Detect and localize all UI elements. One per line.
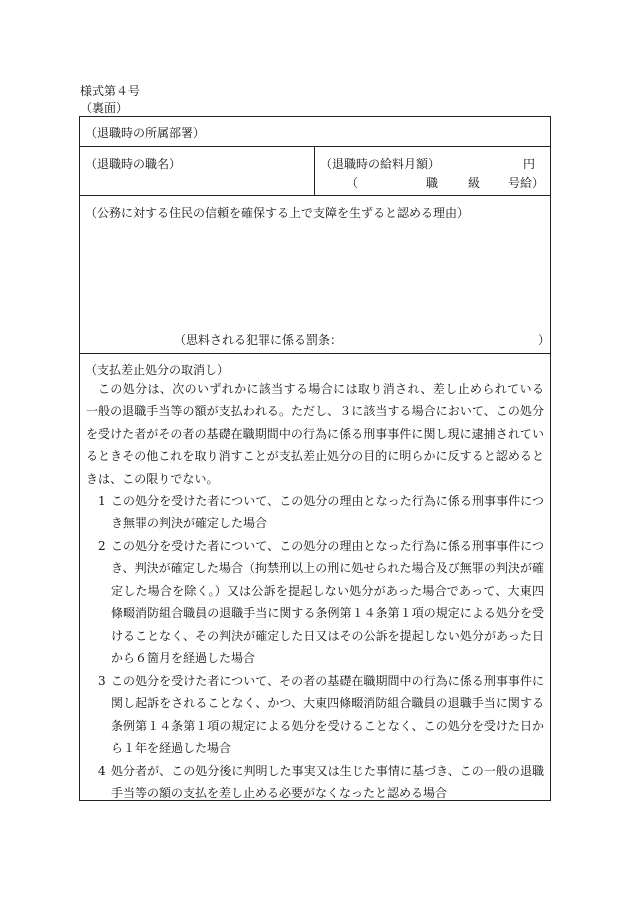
- row-divider: [80, 353, 550, 354]
- yen-unit: 円: [523, 157, 536, 171]
- penalty-clause-label: （思料される犯罪に係る罰条：: [174, 333, 343, 347]
- item-number: 4: [98, 764, 106, 778]
- item-number: 3: [98, 674, 106, 688]
- item-text: この処分を受けた者について、この処分の理由となった行為に係る刑事事件につき無罪の判決が確定した場合: [111, 494, 544, 531]
- department-label: （退職時の所属部署）: [85, 126, 206, 140]
- grade-shoku-unit: 職: [426, 176, 439, 190]
- row-divider: [80, 146, 550, 147]
- item-number: 1: [98, 494, 106, 508]
- cancellation-title: （支払差止処分の取消し）: [85, 363, 230, 377]
- salary-label: （退職時の給料月額）: [320, 157, 441, 171]
- form-table: [79, 116, 551, 801]
- item-number: 2: [98, 539, 106, 553]
- reason-label: （公務に対する住民の信頼を確保する上で支障を生ずると認める理由）: [85, 206, 470, 220]
- penalty-clause-close: ）: [538, 333, 551, 347]
- list-item: [86, 670, 544, 760]
- list-item: [86, 490, 544, 535]
- row-divider: [80, 195, 550, 196]
- grade-open-paren: （: [346, 176, 359, 190]
- column-divider: [314, 146, 315, 195]
- list-item: [86, 535, 544, 669]
- position-label: （退職時の職名）: [85, 157, 182, 171]
- grade-gokyu-unit: 号給）: [508, 176, 545, 190]
- item-text: 処分者が、この処分後に判明した事実又は生じた事情に基づき、この一般の退職手当等の額の支払を差し止める必要がなくなったと認める場合: [111, 764, 544, 801]
- grade-kyu-unit: 級: [468, 176, 481, 190]
- item-text: この処分を受けた者について、その者の基礎在職期間中の行為に係る刑事事件に関し起訴をされることなく、かつ、大東四條畷消防組合職員の退職手当に関する条例第１４条第１項の規定による処分を受けることなく、この処分を受けた日から１年を経過した場合: [111, 674, 544, 756]
- cancellation-intro: この処分は、次のいずれかに該当する場合には取り消され、差し止められている一般の退職手当等の額が支払われる。ただし、３に該当する場合において、この処分を受けた者がその者の基礎在職期間中の行為に係る刑事事件に関し現に逮捕されているときその他これを取り消すことが支払差止処分の目的に明らかに反すると認めるときは、この限りでない。: [86, 382, 544, 486]
- list-item: [86, 760, 544, 805]
- form-number: 様式第４号: [80, 84, 141, 98]
- item-text: この処分を受けた者について、この処分の理由となった行為に係る刑事事件につき、判決が確定した場合（拘禁刑以上の刑に処せられた場合及び無罪の判決が確定した場合を除く。）又は公訴を提起しない処分があった場合であって、大東四條畷消防組合職員の退職手当に関する条例第１４条第１項の規定による処分を受けることなく、その判決が確定した日又はその公訴を提起しない処分があった日から６箇月を経過した場合: [111, 539, 544, 666]
- back-side-label: （裏面）: [80, 101, 129, 115]
